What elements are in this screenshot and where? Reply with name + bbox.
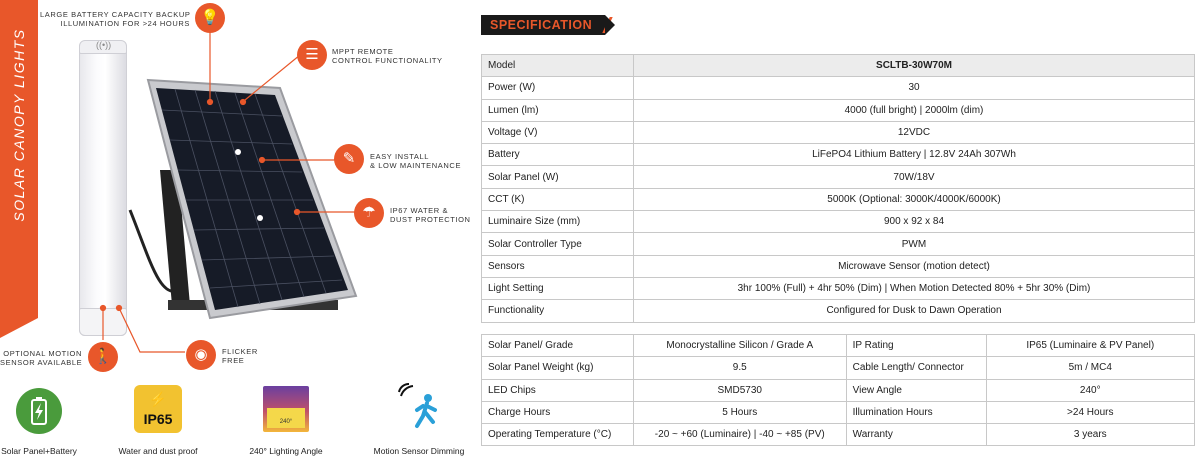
feature-label-water: Water and dust proof xyxy=(118,446,198,456)
callout-ip67: IP67 WATER & DUST PROTECTION xyxy=(390,206,471,224)
spec-key: Solar Panel (W) xyxy=(482,166,634,188)
spec-key: LED Chips xyxy=(482,379,634,401)
spec-table-secondary xyxy=(481,334,1195,446)
table-row xyxy=(482,357,1195,379)
table-row xyxy=(482,255,1195,277)
callout-mppt: MPPT REMOTE CONTROL FUNCTIONALITY xyxy=(332,47,443,65)
spec-value: Configured for Dusk to Dawn Operation xyxy=(634,300,1195,322)
sliders-icon: ☰ xyxy=(297,40,327,70)
sensor-icon: ((•)) xyxy=(96,40,112,50)
table-row xyxy=(482,277,1195,299)
spec-value: 3hr 100% (Full) + 4hr 50% (Dim) | When Motion Detected 80% + 5hr 30% (Dim) xyxy=(634,277,1195,299)
spec-key: CCT (K) xyxy=(482,188,634,210)
spec-key: View Angle xyxy=(846,379,986,401)
shower-icon: ☂ xyxy=(354,198,384,228)
table-row xyxy=(482,55,1195,77)
spec-value: 5 Hours xyxy=(633,401,846,423)
ip65-icon: ⚡ IP65 xyxy=(134,385,182,433)
spec-key: Luminaire Size (mm) xyxy=(482,211,634,233)
callout-battery: LARGE BATTERY CAPACITY BACKUP ILLUMINATION FOR >24 HOURS xyxy=(40,10,191,28)
spec-key: Warranty xyxy=(846,424,986,446)
spec-value: 5000K (Optional: 3000K/4000K/6000K) xyxy=(634,188,1195,210)
walker-icon: 🚶 xyxy=(88,342,118,372)
table-row xyxy=(482,121,1195,143)
spec-key: Solar Panel/ Grade xyxy=(482,335,634,357)
table-row xyxy=(482,379,1195,401)
callout-install: EASY INSTALL & LOW MAINTENANCE xyxy=(370,152,462,170)
spec-key: Sensors xyxy=(482,255,634,277)
table-row xyxy=(482,233,1195,255)
spec-value: SMD5730 xyxy=(633,379,846,401)
spec-value: LiFePO4 Lithium Battery | 12.8V 24Ah 307Wh xyxy=(634,144,1195,166)
spec-value: 5m / MC4 xyxy=(986,357,1194,379)
spec-key: Solar Panel Weight (kg) xyxy=(482,357,634,379)
angle-icon xyxy=(263,386,309,432)
spec-key: Cable Length/ Connector xyxy=(846,357,986,379)
angle-badge-text: 240° xyxy=(279,419,293,425)
spec-key: IP Rating xyxy=(846,335,986,357)
table-row xyxy=(482,300,1195,322)
spec-value: Monocrystalline Silicon / Grade A xyxy=(633,335,846,357)
spec-key: Functionality xyxy=(482,300,634,322)
spec-value: 240° xyxy=(986,379,1194,401)
spec-value: 4000 (full bright) | 2000lm (dim) xyxy=(634,99,1195,121)
bulb-icon: 💡 xyxy=(195,3,225,33)
ip65-badge-text: IP65 xyxy=(143,411,173,427)
spec-key: Model xyxy=(482,55,634,77)
spec-value: SCLTB-30W70M xyxy=(634,55,1195,77)
table-row xyxy=(482,99,1195,121)
spec-value: 900 x 92 x 84 xyxy=(634,211,1195,233)
spec-key: Charge Hours xyxy=(482,401,634,423)
spec-key: Solar Controller Type xyxy=(482,233,634,255)
table-row xyxy=(482,424,1195,446)
spec-value: -20 ~ +60 (Luminaire) | -40 ~ +85 (PV) xyxy=(633,424,846,446)
callout-motion: OPTIONAL MOTION SENSOR AVAILABLE xyxy=(0,349,83,367)
spec-key: Voltage (V) xyxy=(482,121,634,143)
spec-key: Illumination Hours xyxy=(846,401,986,423)
spec-table xyxy=(481,54,1195,323)
wrench-icon: ✎ xyxy=(334,144,364,174)
callout-flicker: FLICKER FREE xyxy=(222,347,258,365)
spec-value: Microwave Sensor (motion detect) xyxy=(634,255,1195,277)
motion-icon xyxy=(395,382,445,434)
table-row xyxy=(482,188,1195,210)
table-row xyxy=(482,211,1195,233)
feature-label-angle: 240° Lighting Angle xyxy=(249,446,323,456)
spec-key: Operating Temperature (°C) xyxy=(482,424,634,446)
banner-text: SOLAR CANOPY LIGHTS xyxy=(11,28,27,222)
feature-label-solar: Solar Panel+Battery xyxy=(1,446,77,456)
spec-key: Lumen (lm) xyxy=(482,99,634,121)
feature-label-motion: Motion Sensor Dimming xyxy=(373,446,465,456)
spec-value: 9.5 xyxy=(633,357,846,379)
spec-value: 3 years xyxy=(986,424,1194,446)
spec-value: PWM xyxy=(634,233,1195,255)
spec-key: Battery xyxy=(482,144,634,166)
spec-value: 70W/18V xyxy=(634,166,1195,188)
eye-icon: ◉ xyxy=(186,340,216,370)
table-row xyxy=(482,335,1195,357)
table-row xyxy=(482,166,1195,188)
spec-value: >24 Hours xyxy=(986,401,1194,423)
table-row xyxy=(482,401,1195,423)
specification-title: SPECIFICATION xyxy=(490,18,593,32)
battery-icon xyxy=(16,388,62,434)
spec-value: IP65 (Luminaire & PV Panel) xyxy=(986,335,1194,357)
spec-value: 12VDC xyxy=(634,121,1195,143)
table-row xyxy=(482,77,1195,99)
table-row xyxy=(482,144,1195,166)
spec-value: 30 xyxy=(634,77,1195,99)
specification-header xyxy=(481,15,605,35)
spec-key: Light Setting xyxy=(482,277,634,299)
spec-key: Power (W) xyxy=(482,77,634,99)
